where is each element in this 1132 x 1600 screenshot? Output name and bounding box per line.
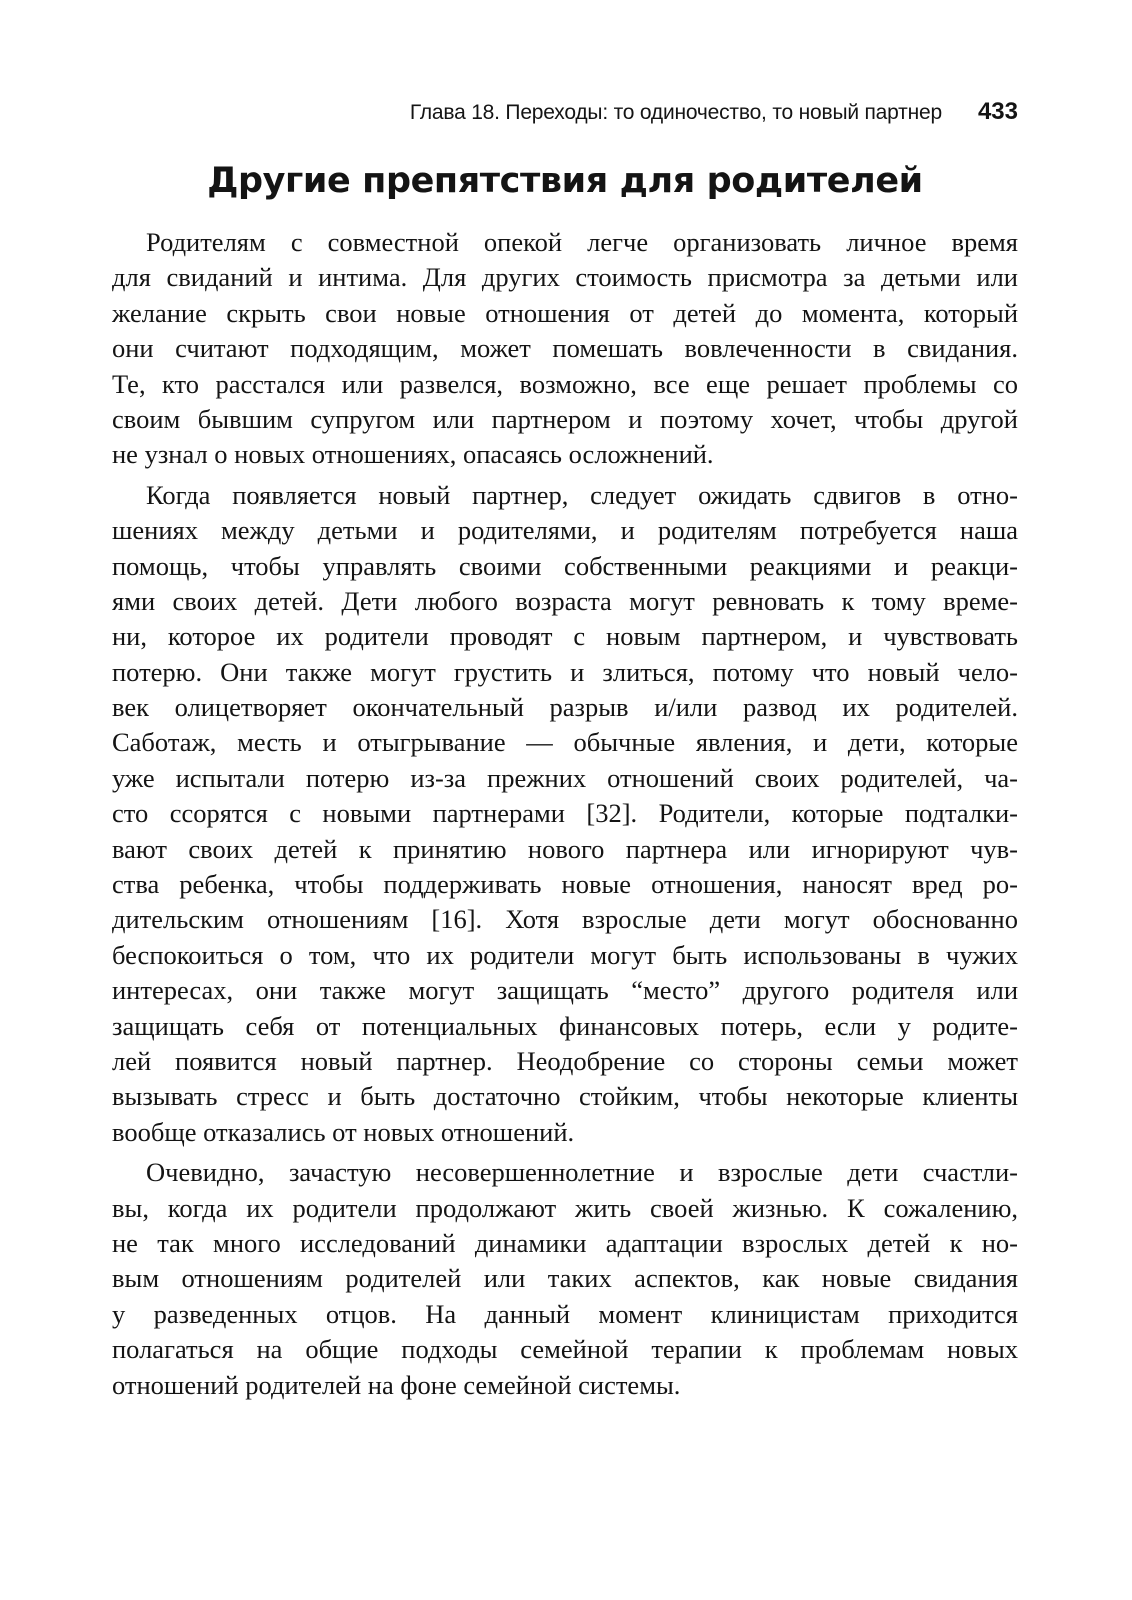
paragraph-2 <box>112 478 1018 1150</box>
text-line: Те, кто расстался или развелся, возможно, все еще решает проблемы со <box>112 368 1018 399</box>
text-line: ства ребенка, чтобы поддерживать новые отношения, наносят вред ро- <box>112 869 1018 900</box>
text-line: вым отношениям родителей или таких аспектов, как новые свидания <box>112 1263 1018 1294</box>
text-line: защищать себя от потенциальных финансовых потерь, если у родите- <box>112 1010 1018 1041</box>
text-line: потерю. Они также могут грустить и злиться, потому что новый чело- <box>112 656 1018 687</box>
text-line: полагаться на общие подходы семейной терапии к проблемам новых <box>112 1334 1018 1365</box>
text-line: сто ссорятся с новыми партнерами [32]. Родители, которые подталки- <box>112 798 1018 829</box>
text-line: шениях между детьми и родителями, и родителям потребуется наша <box>112 515 1018 546</box>
text-line: лей появится новый партнер. Неодобрение со стороны семьи может <box>112 1045 1018 1076</box>
text-line: вы, когда их родители продолжают жить своей жизнью. К сожалению, <box>112 1192 1018 1223</box>
text-line: дительским отношениям [16]. Хотя взрослые дети могут обоснованно <box>112 904 1018 935</box>
text-line: ями своих детей. Дети любого возраста могут ревновать к тому време- <box>112 585 1018 616</box>
paragraph-1 <box>112 225 1018 473</box>
text-line: вызывать стресс и быть достаточно стойким, чтобы некоторые клиенты <box>112 1081 1018 1112</box>
text-line: Очевидно, зачастую несовершеннолетние и взрослые дети счастли- <box>146 1157 1018 1188</box>
text-line: для свиданий и интима. Для других стоимость присмотра за детьми или <box>112 262 1018 293</box>
text-line: у разведенных отцов. На данный момент клиницистам приходится <box>112 1298 1018 1329</box>
text-line: вают своих детей к принятию нового партнера или игнорируют чув- <box>112 833 1018 864</box>
text-line: уже испытали потерю из-за прежних отношений своих родителей, ча- <box>112 762 1018 793</box>
text-line: интересах, они также могут защищать “место” другого родителя или <box>112 975 1018 1006</box>
text-line: ни, которое их родители проводят с новым партнером, и чувствовать <box>112 621 1018 652</box>
text-line: Саботаж, месть и отыгрывание — обычные явления, и дети, которые <box>112 727 1018 758</box>
text-line: своим бывшим супругом или партнером и поэтому хочет, чтобы другой <box>112 403 1018 434</box>
text-line: беспокоиться о том, что их родители могут быть использованы в чужих <box>112 939 1018 970</box>
text-line: помощь, чтобы управлять своими собственными реакциями и реакци- <box>112 550 1018 581</box>
text-line: желание скрыть свои новые отношения от детей до момента, который <box>112 297 1018 328</box>
text-line: Родителям с совместной опекой легче организовать личное время <box>146 227 1018 257</box>
paragraph-3 <box>112 1155 1018 1403</box>
section-heading: Другие препятствия для родителей <box>207 161 923 201</box>
text-line: Когда появляется новый партнер, следует ожидать сдвигов в отно- <box>146 479 1018 510</box>
text-line: отношений родителей на фоне семейной системы. <box>112 1369 681 1400</box>
running-header <box>112 98 1018 138</box>
chapter-title: Глава 18. Переходы: то одиночество, то новый партнер <box>409 101 942 124</box>
body-text <box>112 225 1018 1408</box>
text-line: вообще отказались от новых отношений. <box>112 1116 575 1147</box>
text-line: не так много исследований динамики адаптации взрослых детей к но- <box>112 1227 1018 1258</box>
text-line: они считают подходящим, может помешать вовлеченности в свидания. <box>112 333 1018 364</box>
page-number: 433 <box>977 98 1018 125</box>
text-line: век олицетворяет окончательный разрыв и/или развод их родителей. <box>112 692 1018 723</box>
text-line: не узнал о новых отношениях, опасаясь осложнений. <box>112 439 714 470</box>
